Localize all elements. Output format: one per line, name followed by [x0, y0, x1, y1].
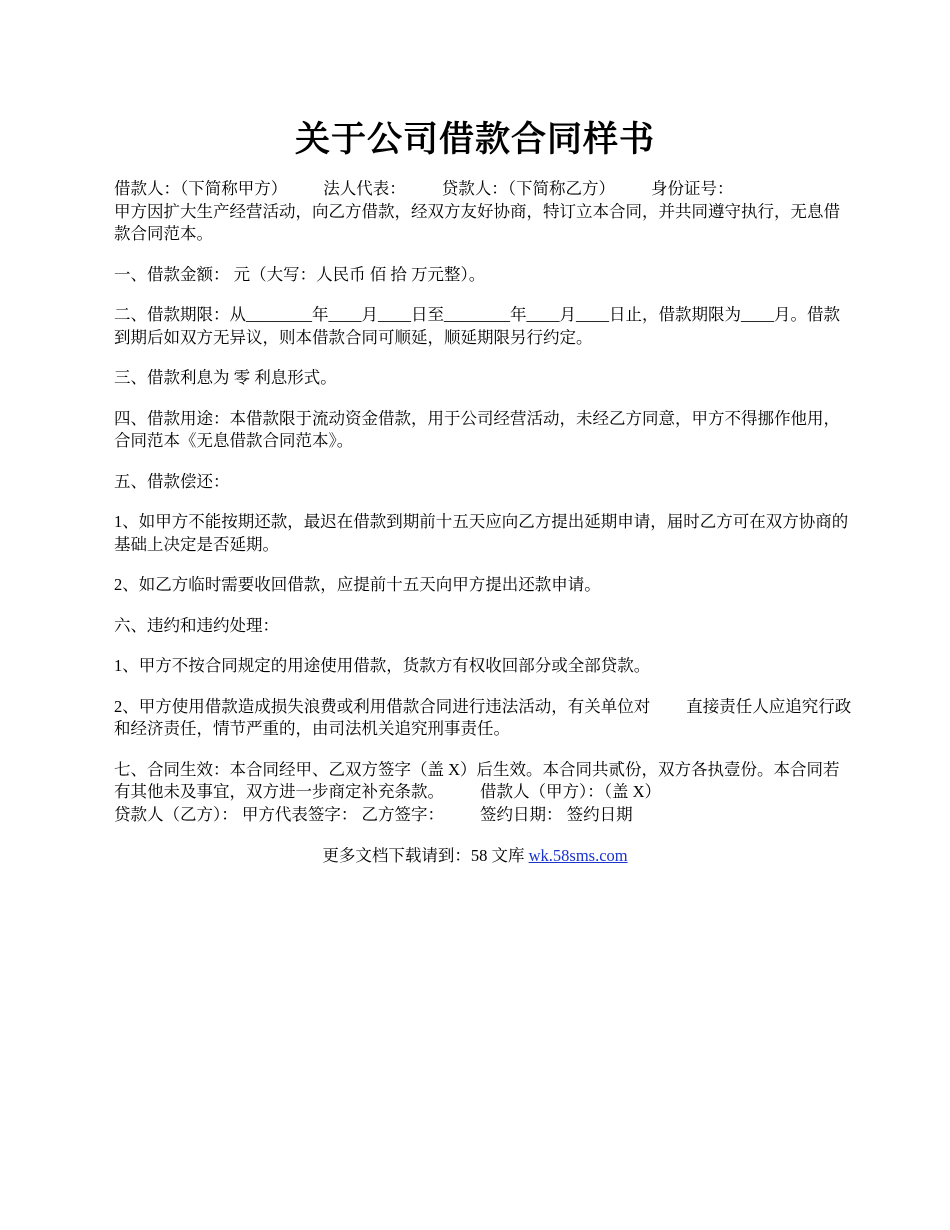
- clause-breach-2-part-a: 2、甲方使用借款造成损失浪费或利用借款合同进行违法活动，有关单位对: [114, 696, 651, 716]
- document-title: 关于公司借款合同样书: [294, 120, 655, 159]
- signature-borrower: 借款人（甲方）：（盖 X）: [480, 782, 662, 801]
- clause-repayment-2: 2、如乙方临时需要收回借款，应提前十五天向甲方提出还款申请。: [114, 575, 601, 594]
- lender-label: 贷款人：（下简称乙方）: [441, 179, 615, 198]
- clause-repayment-1: 1、如甲方不能按期还款，最迟在借款到期前十五天应向乙方提出延期申请，届时乙方可在双方协商的基础上决定是否延期。: [114, 512, 849, 554]
- signature-lender-reps: 贷款人（乙方）： 甲方代表签字： 乙方签字：: [114, 804, 444, 824]
- header-line: [114, 178, 856, 201]
- intro-paragraph: 甲方因扩大生产经营活动，向乙方借款，经双方友好协商，特订立本合同，并共同遵守执行，无息借款合同范本。: [114, 201, 840, 243]
- legal-rep-label: 法人代表：: [323, 179, 406, 198]
- clause-breach-2: [114, 696, 856, 741]
- clause-amount: 一、借款金额： 元（大写：人民币 佰 拾 万元整）。: [114, 264, 486, 284]
- clause-effective-text: 七、合同生效：本合同经甲、乙双方签字（盖 X）后生效。本合同共贰份，双方各执壹份。本合同若有其他未及事宜，双方进一步商定补充条款。: [114, 759, 840, 801]
- clause-term: 二、借款期限：从________年____月____日至________年____月____日止，借款期限为____月。借款到期后如双方无异议，则本借款合同可顺延，顺延期限另行约定。: [114, 305, 840, 347]
- contract-body: [114, 178, 856, 844]
- clause-breach-2-part-b: 直接责任人应追究行政和经济责任，情节严重的，由司法机关追究刑事责任。: [114, 696, 852, 738]
- signing-dates: 签约日期： 签约日期: [480, 804, 633, 824]
- clause-repayment: 五、借款偿还：: [114, 471, 230, 491]
- clause-purpose: 四、借款用途：本借款限于流动资金借款，用于公司经营活动，未经乙方同意，甲方不得挪作他用，合同范本《无息借款合同范本》。: [114, 408, 840, 450]
- footer-text: 更多文档下载请到：58 文库: [322, 846, 529, 865]
- id-number-label: 身份证号：: [651, 179, 734, 198]
- footer-link[interactable]: wk.58sms.com: [528, 846, 628, 865]
- clause-effective: [114, 759, 856, 827]
- borrower-label: 借款人：（下简称甲方）: [114, 179, 288, 198]
- clause-breach: 六、违约和违约处理：: [114, 615, 279, 635]
- download-footer: [114, 845, 836, 867]
- clause-breach-1: 1、甲方不按合同规定的用途使用借款，货款方有权收回部分或全部贷款。: [114, 656, 651, 675]
- clause-interest: 三、借款利息为 零 利息形式。: [114, 368, 337, 387]
